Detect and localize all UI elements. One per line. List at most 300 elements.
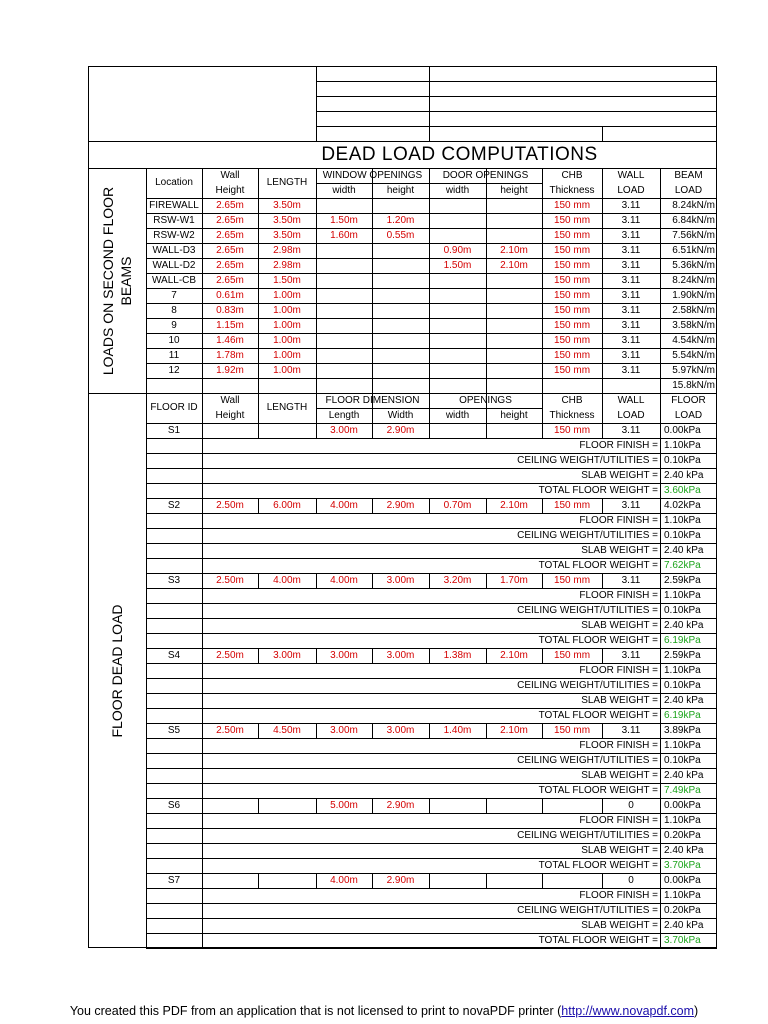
beam-load: 8.24kN/m xyxy=(672,275,715,286)
beam-wall-height: 2.65m xyxy=(216,275,244,286)
beam-door-width xyxy=(429,198,486,213)
total-floor-weight-label: TOTAL FLOOR WEIGHT = xyxy=(538,860,658,871)
slab-weight-value: 2.40 kPa xyxy=(664,770,704,781)
beam-door-height xyxy=(486,333,542,348)
floor-dim-length: 4.00m xyxy=(330,575,358,586)
header-wall-load-2: LOAD xyxy=(617,185,645,196)
floor-wall-height: 2.50m xyxy=(216,650,244,661)
slab-weight-label: SLAB WEIGHT = xyxy=(581,620,658,631)
beam-wall-load: 3.11 xyxy=(621,275,641,286)
beam-chb: 150 mm xyxy=(553,320,591,331)
floor-wall-load: 3.11 xyxy=(621,500,641,511)
slab-weight-value: 2.40 kPa xyxy=(664,545,704,556)
ceiling-weight-value: 0.20kPa xyxy=(664,905,701,916)
floor-length xyxy=(258,873,316,888)
beam-location: RSW-W1 xyxy=(153,215,195,226)
beam-window-height xyxy=(372,303,429,318)
beam-length: 2.98m xyxy=(273,260,301,271)
beam-wall-height: 0.61m xyxy=(216,290,244,301)
footer-close: ) xyxy=(694,1004,699,1018)
floor-wall-load: 3.11 xyxy=(621,425,641,436)
beam-length: 1.50m xyxy=(273,275,301,286)
floor-finish-label: FLOOR FINISH = xyxy=(579,665,658,676)
slab-weight-label: SLAB WEIGHT = xyxy=(581,920,658,931)
ceiling-weight-label: CEILING WEIGHT/UTILITIES = xyxy=(517,905,658,916)
header-door-openings: DOOR OPENINGS xyxy=(442,170,529,181)
total-floor-weight-value: 3.70kPa xyxy=(664,935,701,946)
beam-location: 7 xyxy=(171,290,177,301)
floor-length xyxy=(258,423,316,438)
header-wall-load: WALL xyxy=(617,170,645,181)
total-floor-weight-label: TOTAL FLOOR WEIGHT = xyxy=(538,935,658,946)
beam-wall-height: 0.83m xyxy=(216,305,244,316)
floor-load: 0.00kPa xyxy=(664,875,701,886)
total-floor-weight-value: 3.70kPa xyxy=(664,860,701,871)
beam-load: 3.58kN/m xyxy=(672,320,715,331)
header-dim-width: Width xyxy=(387,410,414,421)
beam-wall-load: 3.11 xyxy=(621,365,641,376)
floor-finish-value: 1.10kPa xyxy=(664,440,701,451)
floor-open-width xyxy=(429,423,486,438)
floor-finish-label: FLOOR FINISH = xyxy=(579,740,658,751)
floor-open-width: 3.20m xyxy=(443,575,472,586)
floor-finish-value: 1.10kPa xyxy=(664,890,701,901)
ceiling-weight-label: CEILING WEIGHT/UTILITIES = xyxy=(517,830,658,841)
floor-finish-label: FLOOR FINISH = xyxy=(579,815,658,826)
floor-dim-length: 3.00m xyxy=(330,725,358,736)
beam-window-height: 0.55m xyxy=(386,230,415,241)
beam-length: 1.00m xyxy=(273,335,301,346)
beam-door-width xyxy=(429,333,486,348)
slab-weight-label: SLAB WEIGHT = xyxy=(581,695,658,706)
beam-load: 5.54kN/m xyxy=(672,350,715,361)
slab-weight-label: SLAB WEIGHT = xyxy=(581,770,658,781)
beam-length: 3.50m xyxy=(273,230,301,241)
floor-dim-width: 3.00m xyxy=(386,575,415,586)
beam-window-width xyxy=(316,333,372,348)
beam-door-width xyxy=(429,228,486,243)
floor-dim-width: 2.90m xyxy=(386,875,415,886)
beam-length: 2.98m xyxy=(273,245,301,256)
ceiling-weight-label: CEILING WEIGHT/UTILITIES = xyxy=(517,455,658,466)
total-floor-weight-value: 7.62kPa xyxy=(664,560,701,571)
floor-finish-value: 1.10kPa xyxy=(664,665,701,676)
beam-location: WALL-D3 xyxy=(152,245,196,256)
header-window-width: width xyxy=(332,185,356,196)
beam-window-width xyxy=(316,303,372,318)
slab-weight-value: 2.40 kPa xyxy=(664,920,704,931)
floor-open-height: 2.10m xyxy=(500,500,528,511)
header-floor-dimension: FLOOR DIMENSION xyxy=(325,395,420,406)
beam-chb: 150 mm xyxy=(553,215,591,226)
floor-chb: 150 mm xyxy=(553,425,591,436)
floor-wall-height xyxy=(202,423,258,438)
beam-door-height xyxy=(486,228,542,243)
beam-chb: 150 mm xyxy=(553,365,591,376)
floor-wall-load: 0 xyxy=(628,875,634,886)
floor-chb xyxy=(542,798,602,813)
novapdf-link[interactable]: http://www.novapdf.com xyxy=(561,1004,694,1018)
floor-chb: 150 mm xyxy=(553,725,591,736)
beams-side-label xyxy=(99,186,135,374)
slab-weight-label: SLAB WEIGHT = xyxy=(581,845,658,856)
floor-dim-width: 2.90m xyxy=(386,425,415,436)
beam-wall-load: 3.11 xyxy=(621,260,641,271)
floor-dim-width: 3.00m xyxy=(386,725,415,736)
beam-door-height xyxy=(486,363,542,378)
header-row-line xyxy=(316,111,717,112)
ceiling-weight-value: 0.10kPa xyxy=(664,455,701,466)
beam-door-height: 2.10m xyxy=(500,245,528,256)
floor-id: S7 xyxy=(167,875,181,886)
header-row-line xyxy=(316,81,717,82)
beam-window-height xyxy=(372,288,429,303)
beam-location: 8 xyxy=(171,305,177,316)
beam-location: 10 xyxy=(168,335,180,346)
floor-dim-width: 2.90m xyxy=(386,800,415,811)
beam-window-height xyxy=(372,348,429,363)
floor-col-line xyxy=(660,393,661,948)
beam-load: 6.51kN/m xyxy=(672,245,715,256)
ceiling-weight-label: CEILING WEIGHT/UTILITIES = xyxy=(517,755,658,766)
floor-wall-load: 3.11 xyxy=(621,575,641,586)
beam-wall-load: 3.11 xyxy=(621,335,641,346)
beam-location: RSW-W2 xyxy=(153,230,195,241)
header-floor-length: LENGTH xyxy=(266,402,308,413)
floor-side-label: FLOOR DEAD LOAD xyxy=(109,603,125,738)
beam-window-height xyxy=(372,333,429,348)
header-floor-height: Height xyxy=(215,410,245,421)
floor-wall-load: 3.11 xyxy=(621,725,641,736)
beam-load-total: 15.8kN/m xyxy=(672,380,715,391)
slab-weight-label: SLAB WEIGHT = xyxy=(581,545,658,556)
beam-door-width xyxy=(429,273,486,288)
beam-load: 7.56kN/m xyxy=(672,230,715,241)
beam-door-height xyxy=(486,348,542,363)
beam-location: 12 xyxy=(168,365,180,376)
beam-door-width xyxy=(429,363,486,378)
beam-wall-height: 1.15m xyxy=(216,320,244,331)
total-floor-weight-label: TOTAL FLOOR WEIGHT = xyxy=(538,785,658,796)
header-open-height: height xyxy=(500,410,528,421)
floor-wall-height: 2.50m xyxy=(216,725,244,736)
total-floor-weight-label: TOTAL FLOOR WEIGHT = xyxy=(538,710,658,721)
beam-door-height xyxy=(486,318,542,333)
total-floor-weight-label: TOTAL FLOOR WEIGHT = xyxy=(538,485,658,496)
floor-open-height: 1.70m xyxy=(500,575,528,586)
floor-open-height: 2.10m xyxy=(500,725,528,736)
floor-open-height xyxy=(486,423,542,438)
floor-load: 2.59kPa xyxy=(664,575,701,586)
beam-door-width: 1.50m xyxy=(443,260,472,271)
beam-wall-height: 2.65m xyxy=(216,245,244,256)
beam-window-width xyxy=(316,258,372,273)
floor-open-width xyxy=(429,798,486,813)
floor-id: S6 xyxy=(167,800,181,811)
header-location: Location xyxy=(155,177,193,188)
floor-finish-label: FLOOR FINISH = xyxy=(579,440,658,451)
total-floor-weight-label: TOTAL FLOOR WEIGHT = xyxy=(538,635,658,646)
beam-wall-height: 2.65m xyxy=(216,230,244,241)
beam-chb: 150 mm xyxy=(553,335,591,346)
floor-wall-load: 0 xyxy=(628,800,634,811)
beam-row-line xyxy=(146,378,717,379)
title-top-line xyxy=(88,141,717,142)
header-floor-wall: Wall xyxy=(220,395,240,406)
slab-weight-label: SLAB WEIGHT = xyxy=(581,470,658,481)
beam-chb: 150 mm xyxy=(553,260,591,271)
beam-load: 5.97kN/m xyxy=(672,365,715,376)
floor-chb: 150 mm xyxy=(553,575,591,586)
beam-chb: 150 mm xyxy=(553,230,591,241)
header-length: LENGTH xyxy=(266,177,308,188)
header-divider xyxy=(602,126,603,141)
floor-open-width: 1.40m xyxy=(443,725,472,736)
slab-weight-value: 2.40 kPa xyxy=(664,845,704,856)
header-floor-chb: CHB xyxy=(561,395,583,406)
page-title: DEAD LOAD COMPUTATIONS xyxy=(321,144,598,165)
beam-load: 6.84kN/m xyxy=(672,215,715,226)
beam-wall-load: 3.11 xyxy=(621,290,641,301)
beam-length: 1.00m xyxy=(273,320,301,331)
beam-load: 1.90kN/m xyxy=(672,290,715,301)
floor-load: 2.59kPa xyxy=(664,650,701,661)
header-window-height: height xyxy=(386,185,415,196)
beam-location: FIREWALL xyxy=(149,200,199,211)
beam-door-width xyxy=(429,213,486,228)
header-thickness: Thickness xyxy=(549,185,595,196)
floor-dim-length: 3.00m xyxy=(330,425,358,436)
header-divider xyxy=(316,66,317,141)
floor-length: 4.50m xyxy=(273,725,301,736)
beam-door-width: 0.90m xyxy=(443,245,472,256)
beam-load: 8.24kN/m xyxy=(672,200,715,211)
beam-wall-load: 3.11 xyxy=(621,215,641,226)
ceiling-weight-label: CEILING WEIGHT/UTILITIES = xyxy=(517,605,658,616)
floor-id: S5 xyxy=(167,725,181,736)
beam-window-height xyxy=(372,318,429,333)
floor-wall-height: 2.50m xyxy=(216,575,244,586)
floor-finish-value: 1.10kPa xyxy=(664,515,701,526)
floor-id: S3 xyxy=(167,575,181,586)
floor-dim-length: 4.00m xyxy=(330,875,358,886)
beam-window-width xyxy=(316,348,372,363)
beam-length: 1.00m xyxy=(273,290,301,301)
header-door-height: height xyxy=(500,185,528,196)
floor-dim-length: 3.00m xyxy=(330,650,358,661)
beam-length: 1.00m xyxy=(273,305,301,316)
header-wall: Wall xyxy=(220,170,240,181)
total-floor-weight-value: 3.60kPa xyxy=(664,485,701,496)
beam-load: 4.54kN/m xyxy=(672,335,715,346)
beam-wall-load: 3.11 xyxy=(621,200,641,211)
ceiling-weight-value: 0.10kPa xyxy=(664,530,701,541)
beam-chb: 150 mm xyxy=(553,245,591,256)
header-openings: OPENINGS xyxy=(459,395,512,406)
beam-wall-height: 2.65m xyxy=(216,260,244,271)
beam-wall-load: 3.11 xyxy=(621,320,641,331)
floor-open-width: 1.38m xyxy=(443,650,472,661)
floor-wall-load: 3.11 xyxy=(621,650,641,661)
slab-weight-value: 2.40 kPa xyxy=(664,695,704,706)
header-door-width: width xyxy=(445,185,470,196)
beam-door-width xyxy=(429,303,486,318)
beam-wall-load: 3.11 xyxy=(621,305,641,316)
beam-door-height xyxy=(486,303,542,318)
beam-window-height xyxy=(372,273,429,288)
beam-window-height xyxy=(372,243,429,258)
floor-length xyxy=(258,798,316,813)
floor-open-width: 0.70m xyxy=(443,500,472,511)
header-floor-load: FLOOR xyxy=(671,395,706,406)
beams-side-label-line2: BEAMS xyxy=(118,255,134,306)
header-row-line xyxy=(316,96,717,97)
header-floor-load-2: LOAD xyxy=(674,410,703,421)
beam-door-width xyxy=(429,318,486,333)
ceiling-weight-label: CEILING WEIGHT/UTILITIES = xyxy=(517,530,658,541)
floor-dim-length: 4.00m xyxy=(330,500,358,511)
floor-open-height xyxy=(486,798,542,813)
floor-finish-label: FLOOR FINISH = xyxy=(579,590,658,601)
total-floor-weight-label: TOTAL FLOOR WEIGHT = xyxy=(538,560,658,571)
floor-open-height: 2.10m xyxy=(500,650,528,661)
beam-door-height: 2.10m xyxy=(500,260,528,271)
floor-dim-width: 3.00m xyxy=(386,650,415,661)
beam-chb: 150 mm xyxy=(553,275,591,286)
beam-window-width xyxy=(316,288,372,303)
beam-wall-height: 2.65m xyxy=(216,200,244,211)
floor-finish-value: 1.10kPa xyxy=(664,590,701,601)
beam-window-width xyxy=(316,243,372,258)
total-floor-weight-value: 6.19kPa xyxy=(664,710,701,721)
floor-id: S4 xyxy=(167,650,181,661)
beam-load: 5.36kN/m xyxy=(672,260,715,271)
slab-weight-value: 2.40 kPa xyxy=(664,620,704,631)
floor-load: 3.89kPa xyxy=(664,725,701,736)
floor-wall-height xyxy=(202,798,258,813)
header-chb: CHB xyxy=(561,170,583,181)
header-row-line xyxy=(316,126,717,127)
header-floor-wall-load: WALL xyxy=(617,395,645,406)
beam-wall-load: 3.11 xyxy=(621,350,641,361)
beam-wall-height: 1.78m xyxy=(216,350,244,361)
beam-window-height xyxy=(372,198,429,213)
beam-door-height xyxy=(486,288,542,303)
floor-row-line xyxy=(146,948,717,949)
beam-length: 1.00m xyxy=(273,365,301,376)
beam-location: 11 xyxy=(168,350,180,361)
floor-finish-label: FLOOR FINISH = xyxy=(579,515,658,526)
beam-length: 3.50m xyxy=(273,200,301,211)
beam-window-width xyxy=(316,273,372,288)
beam-wall-height: 1.46m xyxy=(216,335,244,346)
beam-window-height xyxy=(372,258,429,273)
beam-chb: 150 mm xyxy=(553,305,591,316)
floor-chb xyxy=(542,873,602,888)
beam-wall-load: 3.11 xyxy=(621,245,641,256)
beam-window-height xyxy=(372,363,429,378)
beam-window-width xyxy=(316,363,372,378)
novapdf-footer xyxy=(0,1004,768,1018)
beam-window-height: 1.20m xyxy=(386,215,415,226)
floor-finish-label: FLOOR FINISH = xyxy=(579,890,658,901)
floor-wall-height: 2.50m xyxy=(216,500,244,511)
floor-finish-value: 1.10kPa xyxy=(664,815,701,826)
header-floor-wall-load-2: LOAD xyxy=(617,410,645,421)
header-beam-load: BEAM xyxy=(674,170,703,181)
beam-window-width xyxy=(316,318,372,333)
header-floor-id: FLOOR ID xyxy=(150,402,198,413)
beam-window-width: 1.60m xyxy=(330,230,358,241)
beam-window-width xyxy=(316,198,372,213)
beam-door-height xyxy=(486,198,542,213)
floor-load: 0.00kPa xyxy=(664,800,701,811)
beams-side-label-line1: LOADS ON SECOND FLOOR xyxy=(100,186,116,375)
header-open-width: width xyxy=(445,410,470,421)
beam-length: 1.00m xyxy=(273,350,301,361)
floor-chb: 150 mm xyxy=(553,500,591,511)
beam-door-height xyxy=(486,273,542,288)
ceiling-weight-value: 0.10kPa xyxy=(664,605,701,616)
floor-open-height xyxy=(486,873,542,888)
header-beam-load-2: LOAD xyxy=(674,185,703,196)
ceiling-weight-value: 0.20kPa xyxy=(664,830,701,841)
beam-window-width: 1.50m xyxy=(330,215,358,226)
beam-chb: 150 mm xyxy=(553,200,591,211)
beam-chb: 150 mm xyxy=(553,290,591,301)
ceiling-weight-value: 0.10kPa xyxy=(664,755,701,766)
floor-col-line xyxy=(146,393,147,948)
ceiling-weight-label: CEILING WEIGHT/UTILITIES = xyxy=(517,680,658,691)
beam-door-width xyxy=(429,348,486,363)
beam-door-height xyxy=(486,213,542,228)
beam-location: WALL-D2 xyxy=(152,260,196,271)
beam-wall-height: 1.92m xyxy=(216,365,244,376)
beam-chb: 150 mm xyxy=(553,350,591,361)
beam-location: WALL-CB xyxy=(151,275,197,286)
floor-dim-width: 2.90m xyxy=(386,500,415,511)
beam-wall-load: 3.11 xyxy=(621,230,641,241)
header-window-openings: WINDOW OPENINGS xyxy=(322,170,423,181)
header-divider xyxy=(429,66,430,141)
floor-wall-height xyxy=(202,873,258,888)
header-height: Height xyxy=(215,185,245,196)
footer-text: You created this PDF from an application that is not licensed to print to novaPDF printer ( xyxy=(69,1004,562,1018)
header-dim-length: Length xyxy=(328,410,360,421)
floor-load: 4.02kPa xyxy=(664,500,701,511)
beam-wall-height: 2.65m xyxy=(216,215,244,226)
floor-chb: 150 mm xyxy=(553,650,591,661)
beam-length: 3.50m xyxy=(273,215,301,226)
total-floor-weight-value: 6.19kPa xyxy=(664,635,701,646)
floor-open-width xyxy=(429,873,486,888)
beam-load: 2.58kN/m xyxy=(672,305,715,316)
floor-dim-length: 5.00m xyxy=(330,800,358,811)
floor-id: S2 xyxy=(167,500,181,511)
floor-finish-value: 1.10kPa xyxy=(664,740,701,751)
header-floor-thickness: Thickness xyxy=(549,410,595,421)
slab-weight-value: 2.40 kPa xyxy=(664,470,704,481)
floor-length: 6.00m xyxy=(273,500,301,511)
ceiling-weight-value: 0.10kPa xyxy=(664,680,701,691)
floor-length: 4.00m xyxy=(273,575,301,586)
floor-length: 3.00m xyxy=(273,650,301,661)
beam-location: 9 xyxy=(171,320,177,331)
floor-id: S1 xyxy=(167,425,181,436)
beam-door-width xyxy=(429,288,486,303)
total-floor-weight-value: 7.49kPa xyxy=(664,785,701,796)
floor-load: 0.00kPa xyxy=(664,425,701,436)
